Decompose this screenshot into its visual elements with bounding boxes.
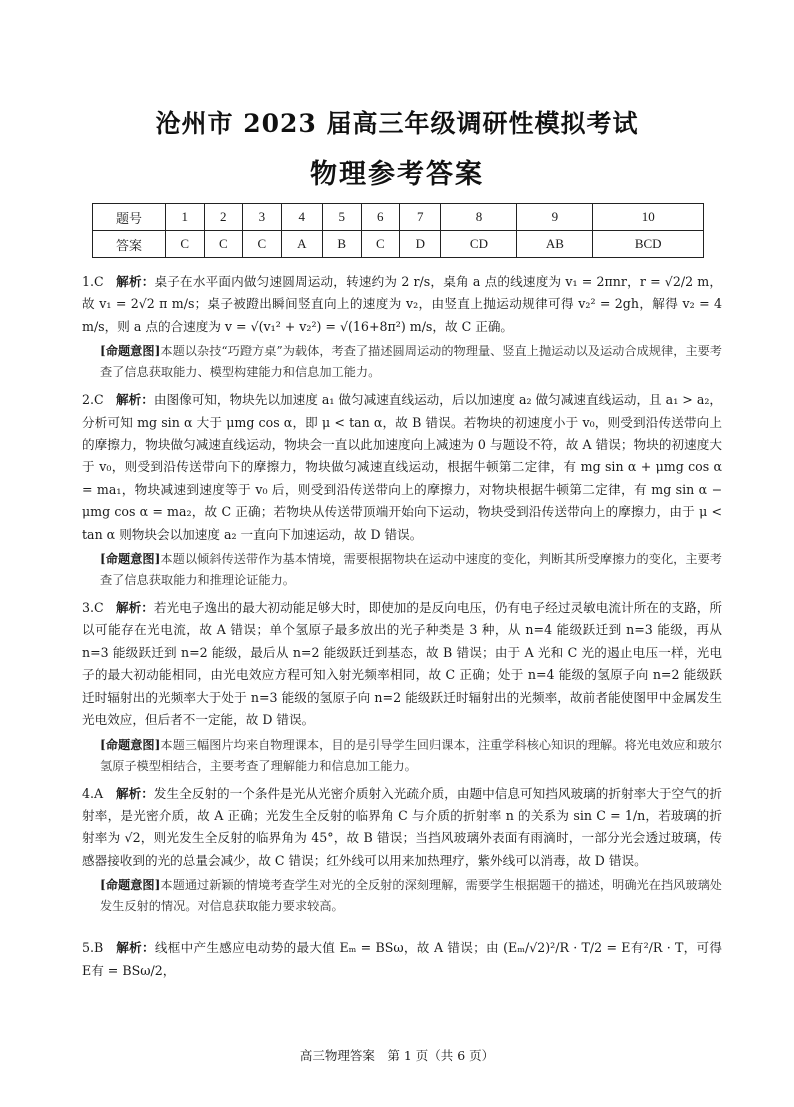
intent-text: 本题以杂技“巧蹬方桌”为载体，考查了描述圆周运动的物理量、竖直上抛运动以及运动合成规律，主要考查了信息获取能力、模型构建能力和信息加工能力。 xyxy=(100,344,722,380)
solution-4 xyxy=(82,783,722,873)
analysis-label: 解析： xyxy=(116,392,154,408)
answer-table-answer-row xyxy=(93,231,704,258)
answer-table-cell: 1 xyxy=(166,204,205,231)
design-intent-4 xyxy=(100,875,722,917)
answer-table-cell: A xyxy=(281,231,322,258)
answer-table-cell: D xyxy=(400,231,441,258)
design-intent-3 xyxy=(100,735,722,777)
question-number: 4.A xyxy=(82,785,104,801)
analysis-text: 线框中产生感应电动势的最大值 Eₘ = BSω，故 A 错误；由 (Eₘ/√2)²/R · T/2 = E有²/R · T，可得 E有 = BSω/2， xyxy=(82,940,723,978)
page-title: 沧州市 2023 届高三年级调研性模拟考试 xyxy=(155,109,639,138)
answer-table-cell: 9 xyxy=(517,204,593,231)
answer-table-cell: 2 xyxy=(204,204,243,231)
solution-2 xyxy=(82,389,722,546)
answer-table-cell: B xyxy=(323,231,362,258)
answer-table-cell: 6 xyxy=(361,204,400,231)
answer-table-cell: C xyxy=(204,231,243,258)
analysis-text: 发生全反射的一个条件是光从光密介质射入光疏介质，由题中信息可知挡风玻璃的折射率大于空气的折射率，是光密介质，故 A 正确；光发生全反射的临界角 C 与介质的折射率 n 的关系为 sin C = 1/n，若玻璃的折射率为 √2，则光发生全反射的临界角为 45°，故 B 错误；当挡风玻璃外表面有雨滴时，一部分光会透过玻璃，传感器接收到的光的总量会减少，故 C 错误；红外线可以用来加热理疗，紫外线可以消毒，故 D 错误。 xyxy=(82,785,722,868)
intent-text: 本题三幅图片均来自物理课本，目的是引导学生回归课本，注重学科核心知识的理解。将光电效应和玻尔氢原子模型相结合，主要考查了理解能力和信息加工能力。 xyxy=(100,737,722,773)
analysis-label: 解析： xyxy=(116,940,155,956)
analysis-label: 解析： xyxy=(116,785,154,801)
question-number: 2.C xyxy=(82,392,104,408)
solution-5 xyxy=(82,937,722,982)
solution-3 xyxy=(82,597,722,731)
intent-label: [命题意图] xyxy=(100,737,161,752)
answer-table-cell: 5 xyxy=(323,204,362,231)
intent-label: [命题意图] xyxy=(100,552,161,567)
question-number: 1.C xyxy=(82,274,104,289)
question-number: 5.B xyxy=(82,940,104,956)
analysis-text: 由图像可知，物块先以加速度 a₁ 做匀减速直线运动，后以加速度 a₂ 做匀减速直线运动，且 a₁ > a₂，分析可知 mg sin α 大于 μmg cos α，即 μ < tan α，故 B 错误。若物块的初速度小于 v₀，则受到沿传送带向上的摩擦力，物块做匀减速直线运动，物块会一直以此加速度向上减速为 0 与题设不符，故 A 错误；物块的初速度大于 v₀，则受到沿传送带向下的摩擦力，物块做匀减速直线运动，根据牛顿第二定律，有 mg sin α + μmg cos α = ma₁，物块减速到速度等于 v₀ 后，则受到沿传送带向上的摩擦力，对物块根据牛顿第二定律，有 mg sin α − μmg cos α = ma₂，故 C 正确；若物块从传送带顶端开始向下运动，物块受到沿传送带向上的摩擦力，由于 μ < tan α 则物块会以加速度 a₂ 一直向下加速运动，故 D 错误。 xyxy=(82,392,722,542)
answer-table-cell: C xyxy=(361,231,400,258)
analysis-label: 解析： xyxy=(116,274,155,289)
answer-table-cell: C xyxy=(243,231,282,258)
answer-table-cell: CD xyxy=(441,231,517,258)
analysis-text: 桌子在水平面内做匀速圆周运动，转速约为 2 r/s，桌角 a 点的线速度为 v₁ = 2πnr，r = √2/2 m，故 v₁ = 2√2 π m/s；桌子被蹬出瞬间竖直向上的速度为 v₂，由竖直上抛运动规律可得 v₂² = 2gh，解得 v₂ = 4 m/s，则 a 点的合速度为 v = √(v₁² + v₂²) = √(16+8π²) m/s，故 C 正确。 xyxy=(82,274,722,334)
design-intent-1 xyxy=(100,341,722,383)
analysis-text: 若光电子逸出的最大初动能足够大时，即使加的是反向电压，仍有电子经过灵敏电流计所在的支路，所以可能存在光电流，故 A 错误；单个氢原子最多放出的光子种类是 3 种，从 n=4 能级跃迁到 n=3 能级，再从 n=3 能级跃迁到 n=2 能级，最后从 n=2 能级跃迁到基态，故 B 错误；由于 A 光和 C 光的遏止电压一样，光电子的最大初动能相同，由光电效应方程可知入射光频率相同，故 C 正确；处于 n=4 能级的氢原子向 n=2 能级跃迁时辐射出的光频率大于处于 n=3 能级的氢原子向 n=2 能级跃迁时辐射出的光频率，故前者能使图甲中金属发生光电效应，但后者不一定能，故 D 错误。 xyxy=(82,600,722,728)
solution-1 xyxy=(82,271,722,338)
intent-label: [命题意图] xyxy=(100,344,161,359)
answer-table-cell: 8 xyxy=(441,204,517,231)
intent-text: 本题通过新颖的情境考查学生对光的全反射的深刻理解，需要学生根据题干的描述，明确光在挡风玻璃处发生反射的情况。对信息获取能力要求较高。 xyxy=(100,878,722,914)
answer-table-cell: 7 xyxy=(400,204,441,231)
answer-table-cell: 10 xyxy=(593,204,704,231)
answer-table-cell: 4 xyxy=(281,204,322,231)
page-subtitle: 物理参考答案 xyxy=(310,159,484,190)
answer-table-row-label: 答案 xyxy=(93,231,166,258)
answer-table xyxy=(92,203,704,258)
answer-table-cell: C xyxy=(166,231,205,258)
intent-label: [命题意图] xyxy=(100,878,161,893)
analysis-label: 解析： xyxy=(116,600,154,616)
answer-table-number-row xyxy=(93,204,704,231)
solutions-body xyxy=(82,271,722,985)
design-intent-2 xyxy=(100,549,722,591)
answer-table-row-label: 题号 xyxy=(93,204,166,231)
question-number: 3.C xyxy=(82,600,104,616)
answer-table-cell: AB xyxy=(517,231,593,258)
page-footer: 高三物理答案 第 1 页（共 6 页） xyxy=(299,1048,495,1063)
answer-table-cell: BCD xyxy=(593,231,704,258)
intent-text: 本题以倾斜传送带作为基本情境，需要根据物块在运动中速度的变化，判断其所受摩擦力的变化，主要考查了信息获取能力和推理论证能力。 xyxy=(100,552,722,588)
answer-table-cell: 3 xyxy=(243,204,282,231)
